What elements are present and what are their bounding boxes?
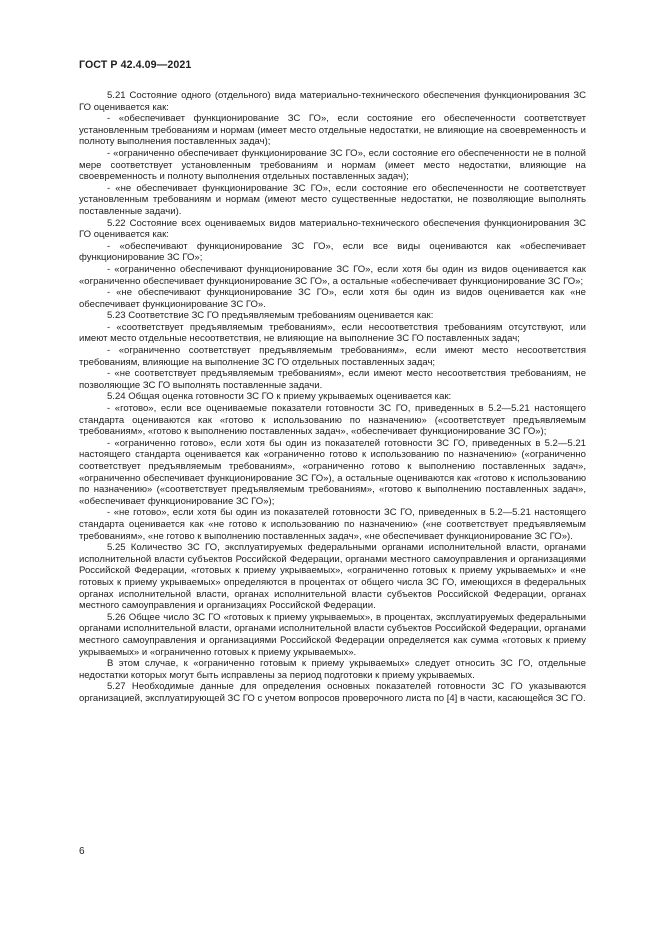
paragraph-5-21: 5.21 Состояние одного (отдельного) вида материально-технического обеспечения функционирования ЗС ГО оценивается как: [79, 90, 586, 113]
paragraph-5-25: 5.25 Количество ЗС ГО, эксплуатируемых федеральными органами исполнительной власти, органами исполнительной власти субъектов Российской Федерации, органами местного самоуправления и организациями Российской Федерации, «готовых к приему укрываемых», «ограниченно готовых к приему укрываемых» и «не готовых к приему укрываемых» определяются в процентах от общего числа ЗС ГО, имеющихся в федеральных органах исполнительной власти, органах исполнительной власти субъектов Российской Федерации, органах местного самоуправления и организациях Российской Федерации. [79, 542, 586, 612]
paragraph-5-24: 5.24 Общая оценка готовности ЗС ГО к приему укрываемых оценивается как: [107, 391, 452, 403]
list-item: - «обеспечивают функционирование ЗС ГО», если все виды оцениваются как «обеспечивает функционирование ЗС ГО»; [79, 240, 586, 264]
list-item: - «не готово», если хотя бы один из показателей готовности ЗС ГО, приведенных в 5.2—5.21 настоящего стандарта оценивается как «не готово к использованию по назначению» («не соответствует предъявляемым требованиям», «не готово к выполнению поставленных задач», «не обеспечивает функционирование ЗС ГО»). [79, 507, 586, 542]
paragraph-5-23: 5.23 Соответствие ЗС ГО предъявляемым требованиям оценивается как: [107, 310, 434, 322]
list-item: - «соответствует предъявляемым требованиям», если несоответствия требованиям отсутствуют, или имеют место отдельные несоответствия, не влияющие на выполнение ЗС ГО поставленных задач; [79, 321, 586, 345]
standard-designation: ГОСТ Р 42.4.09—2021 [79, 59, 192, 71]
paragraph-5-26: 5.26 Общее число ЗС ГО «готовых к приему укрываемых», в процентах, эксплуатируемых федеральными органами исполнительной власти, органами исполнительной власти субъектов Российской Федерации, органами местного самоуправления и организациями Российской Федерации определяется как сумма «готовых к приему укрываемых» и «ограниченно готовых к приему укрываемых». [79, 611, 586, 658]
page-number: 6 [79, 846, 85, 857]
list-item: - «не соответствует предъявляемым требованиям», если имеют место несоответствия требованиям, не позволяющие ЗС ГО выполнять поставленные задачи. [79, 368, 586, 391]
paragraph-5-26-note: В этом случае, к «ограниченно готовым к приему укрываемых» следует относить ЗС ГО, отдельные недостатки которых могут быть исправлены за период подготовки к приему укрываемых. [79, 658, 586, 681]
list-item: - «ограниченно готово», если хотя бы один из показателей готовности ЗС ГО, приведенных в 5.2—5.21 настоящего стандарта оценивается как «ограниченно готово к использованию по назначению» («ограниченно соответствует предъявляемым требованиям», «ограниченно готово к выполнению поставленных задач», «ограниченно обеспечивает функционирование ЗС ГО»), а остальные оцениваются как «готово к использованию по назначению» («соответствует предъявляемым требованиям», «готово к выполнению поставленных задач», «обеспечивает функционирование ЗС ГО»); [79, 437, 586, 507]
list-item: - «обеспечивает функционирование ЗС ГО», если состояние его обеспеченности соответствует установленным требованиям и нормам (имеет место отдельные недостатки, не влияющие на своевременность и полноту выполнения поставленных задач); [79, 113, 586, 148]
document-body [79, 90, 586, 704]
paragraph-5-22: 5.22 Состояние всех оцениваемых видов материально-технического обеспечения функционирования ЗС ГО оценивается как: [79, 217, 586, 241]
list-item: - «не обеспечивают функционирование ЗС ГО», если хотя бы один из видов оценивается как «не обеспечивает функционирование ЗС ГО». [79, 287, 586, 310]
paragraph-5-27: 5.27 Необходимые данные для определения основных показателей готовности ЗС ГО указываются организацией, эксплуатирующей ЗС ГО с учетом вопросов проверочного листа по [4] в части, касающейся ЗС ГО. [79, 681, 586, 704]
list-item: - «не обеспечивает функционирование ЗС ГО», если состояние его обеспеченности не соответствует установленным требованиям и нормам (имеют место существенные недостатки, не позволяющие выполнять поставленные задачи). [79, 182, 586, 217]
list-item: - «готово», если все оцениваемые показатели готовности ЗС ГО, приведенных в 5.2—5.21 настоящего стандарта оцениваются как «готово к использованию по назначению» («соответствует предъявляемым требованиям», «готово к выполнению поставленных задач», «обеспечивает функционирование ЗС ГО»); [79, 403, 586, 438]
list-item: - «ограниченно обеспечивают функционирование ЗС ГО», если хотя бы один из видов оценивается как «ограниченно обеспечивает функционирование ЗС ГО», а остальные «обеспечивает функционирование ЗС ГО»; [79, 263, 586, 287]
list-item: - «ограниченно обеспечивает функционирование ЗС ГО», если состояние его обеспеченности не в полной мере соответствует установленным требованиям и нормам (имеет место недостатки, влияющие на своевременность и полноту выполнения отдельных поставленных задач); [79, 147, 586, 183]
list-item: - «ограниченно соответствует предъявляемым требованиям», если имеют место несоответствия требованиям, влияющие на выполнение ЗС ГО отдельных поставленных задач; [79, 345, 586, 368]
